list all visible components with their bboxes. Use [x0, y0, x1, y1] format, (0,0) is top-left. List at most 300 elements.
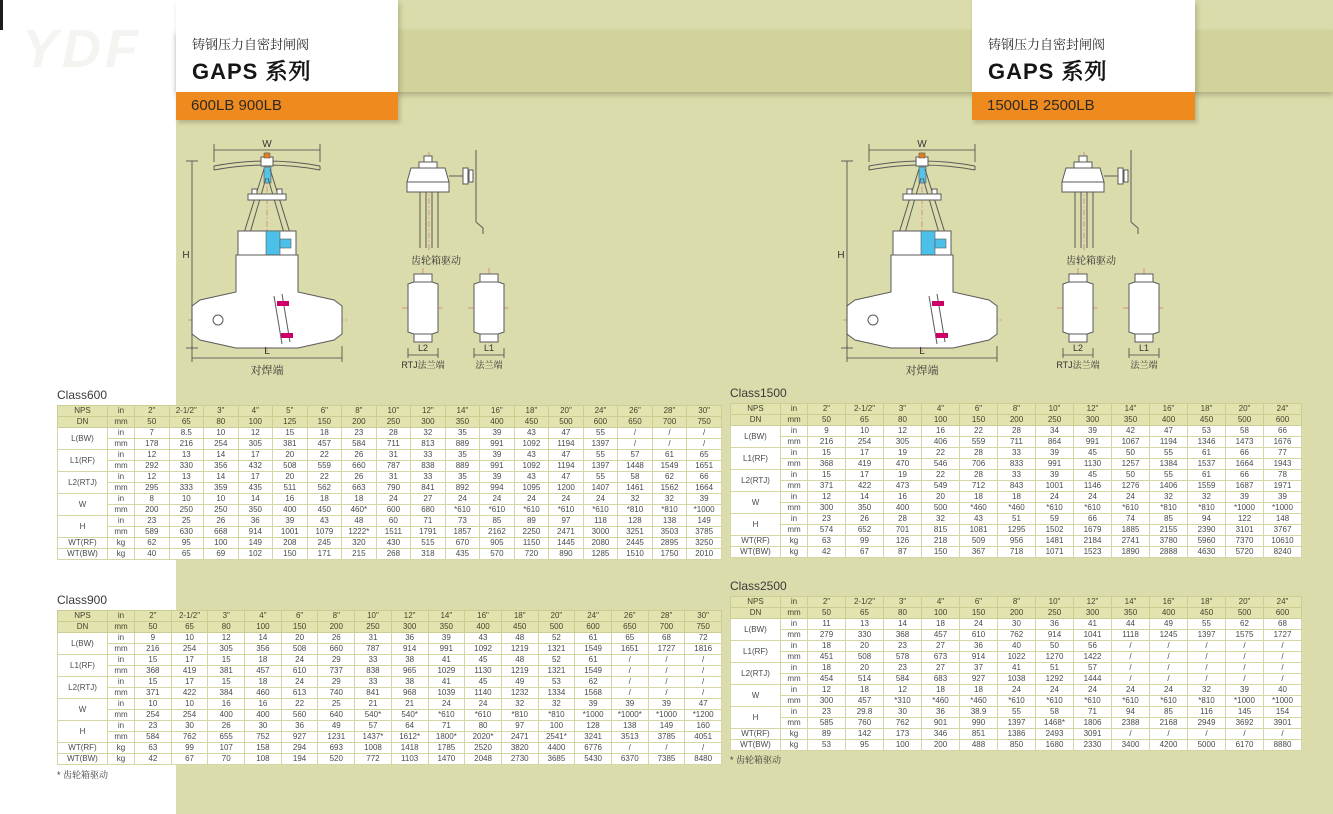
table-cell: 6"	[960, 404, 998, 415]
table-cell: 1067	[1112, 437, 1150, 448]
table-cell: L(BW)	[58, 633, 108, 655]
table-cell: /	[1264, 663, 1302, 674]
table-cell: 1687	[1226, 481, 1264, 492]
table-cell: 1092	[514, 461, 549, 472]
table-cell: 520	[318, 754, 355, 765]
table-cell: 2730	[501, 754, 538, 765]
table-cell: L(BW)	[731, 426, 781, 448]
table-cell: 787	[355, 644, 392, 655]
table-cell: 400	[245, 710, 282, 721]
table-cell: 368	[884, 630, 922, 641]
table-cell: 367	[960, 547, 998, 558]
table-cell: 63	[135, 743, 172, 754]
table-cell: 15	[208, 677, 245, 688]
table-cell: 2-1/2"	[846, 597, 884, 608]
table-cell: 254	[204, 439, 239, 450]
table-cell: 1448	[618, 461, 653, 472]
table-cell: 3785	[687, 527, 722, 538]
table-cell: 318	[411, 549, 446, 560]
table-cell: 65	[611, 633, 648, 644]
table-cell: 122	[1226, 514, 1264, 525]
table-cell: 20	[281, 633, 318, 644]
table-cell: *610	[514, 505, 549, 516]
table-cell: /	[611, 688, 648, 699]
table-cell: 1219	[501, 666, 538, 677]
table-cell: 55	[583, 472, 618, 483]
table-cell: 500	[922, 503, 960, 514]
table-cell: 1549	[652, 461, 687, 472]
table-cell: 1664	[687, 483, 722, 494]
table-cell: /	[687, 439, 722, 450]
table-cell: 12"	[1074, 404, 1112, 415]
table-cell: 1270	[1036, 652, 1074, 663]
table-cell: 560	[281, 710, 318, 721]
table-cell: 28	[998, 426, 1036, 437]
table-cell: 45	[465, 677, 502, 688]
table-cell: 33	[411, 472, 446, 483]
table-cell: 6370	[611, 754, 648, 765]
table-cell: 65	[687, 450, 722, 461]
table-cell: in	[108, 450, 135, 461]
table-cell: 320	[342, 538, 377, 549]
table-cell: 33	[355, 655, 392, 666]
table-cell: /	[1264, 729, 1302, 740]
table-cell: 457	[922, 630, 960, 641]
table-cell: 1194	[549, 461, 584, 472]
table-cell: mm	[781, 630, 808, 641]
header-left-title: GAPS 系列	[192, 59, 312, 84]
table-cell: 451	[808, 652, 846, 663]
table-cell: 4"	[922, 597, 960, 608]
table-cell: 435	[445, 549, 480, 560]
table-cell: 1791	[411, 527, 446, 538]
table-cell: 562	[307, 483, 342, 494]
table-cell: 574	[808, 525, 846, 536]
table-cell: 23	[808, 707, 846, 718]
table-cell: 69	[204, 549, 239, 560]
table-cell: 1118	[1112, 630, 1150, 641]
table-cell: 33	[411, 450, 446, 461]
table-row	[731, 415, 1302, 426]
table-cell: /	[648, 666, 685, 677]
table-cell: mm	[781, 437, 808, 448]
table-cell: *310	[884, 696, 922, 707]
table-cell: 914	[960, 652, 998, 663]
table-cell: 500	[549, 417, 584, 428]
table-row	[731, 630, 1302, 641]
table-cell: 6170	[1226, 740, 1264, 751]
gear-actuator-icon	[407, 150, 483, 248]
table-cell: 65	[846, 415, 884, 426]
table-cell: 268	[376, 549, 411, 560]
table-cell: 994	[480, 483, 515, 494]
table-cell: in	[108, 633, 135, 644]
table-cell: 40	[1264, 685, 1302, 696]
table-cell: 300	[808, 696, 846, 707]
table-cell: 600	[583, 417, 618, 428]
table-cell: 51	[998, 514, 1036, 525]
table-cell: 28	[376, 428, 411, 439]
table-row	[58, 516, 722, 527]
table-cell: 8"	[318, 611, 355, 622]
table-row	[58, 732, 722, 743]
table-cell: 150	[960, 415, 998, 426]
table-cell: 14	[846, 492, 884, 503]
table-cell: 1816	[685, 644, 722, 655]
table-cell: 20	[846, 663, 884, 674]
table-cell: 430	[376, 538, 411, 549]
table-cell: 1039	[428, 688, 465, 699]
table-cell: 3400	[1112, 740, 1150, 751]
table-cell: 71	[428, 721, 465, 732]
table-cell: 100	[922, 415, 960, 426]
table-cell: 9	[808, 426, 846, 437]
table-cell: 15	[808, 448, 846, 459]
table-cell: 19	[884, 470, 922, 481]
table-cell: 1971	[1264, 481, 1302, 492]
table-cell: 62	[1226, 619, 1264, 630]
table-cell: 1537	[1188, 459, 1226, 470]
table-cell: H	[731, 514, 781, 536]
table-row	[58, 611, 722, 622]
table-row	[731, 718, 1302, 729]
table-cell: 1194	[1150, 437, 1188, 448]
table-cell: 14"	[1112, 597, 1150, 608]
table-cell: 36	[922, 707, 960, 718]
table-row	[731, 652, 1302, 663]
class1500-table	[730, 403, 1302, 558]
table-cell: 450	[501, 622, 538, 633]
table-cell: 968	[391, 688, 428, 699]
table-cell: L(BW)	[58, 428, 108, 450]
table-cell: 2"	[808, 404, 846, 415]
class600-section	[57, 388, 722, 560]
table-cell: 23	[884, 641, 922, 652]
table-cell: 1461	[618, 483, 653, 494]
table-cell: 178	[135, 439, 170, 450]
table-cell: 294	[281, 743, 318, 754]
table-cell: 99	[846, 536, 884, 547]
table-cell: /	[1150, 652, 1188, 663]
table-cell: 85	[480, 516, 515, 527]
table-cell: 24"	[1264, 404, 1302, 415]
table-cell: 2080	[583, 538, 618, 549]
table-cell: 1857	[445, 527, 480, 538]
table-cell: in	[781, 641, 808, 652]
table-cell: 36	[281, 721, 318, 732]
table-cell: 356	[204, 461, 239, 472]
table-cell: *1000	[1264, 503, 1302, 514]
table-cell: 16	[884, 492, 922, 503]
valve-drawing-left	[178, 136, 538, 386]
table-cell: 7385	[648, 754, 685, 765]
table-cell: 660	[342, 461, 377, 472]
table-cell: 13	[169, 450, 204, 461]
table-cell: 58	[1226, 426, 1264, 437]
table-cell: 65	[169, 417, 204, 428]
dim-l1-label: L1	[483, 343, 495, 353]
table-cell: 60	[376, 516, 411, 527]
table-cell: 1523	[1074, 547, 1112, 558]
table-cell: in	[108, 428, 135, 439]
table-cell: 39	[1036, 470, 1074, 481]
table-cell: 12	[808, 492, 846, 503]
table-cell: 2493	[1036, 729, 1074, 740]
dim-w-label: W	[262, 139, 272, 150]
table-cell: 68	[1264, 619, 1302, 630]
table-cell: 15	[273, 428, 308, 439]
table-cell: 22	[281, 699, 318, 710]
table-cell: 15	[135, 677, 172, 688]
table-cell: mm	[781, 608, 808, 619]
table-row	[731, 663, 1302, 674]
table-cell: 17	[846, 448, 884, 459]
table-cell: 100	[238, 417, 273, 428]
table-row	[58, 721, 722, 732]
table-cell: 1397	[583, 461, 618, 472]
table-cell: 589	[135, 527, 170, 538]
table-cell: 24	[514, 494, 549, 505]
table-cell: in	[781, 448, 808, 459]
table-cell: *610	[1036, 696, 1074, 707]
table-cell: 1568	[575, 688, 612, 699]
table-cell: 460	[245, 688, 282, 699]
table-cell: WT(RF)	[58, 538, 108, 549]
table-cell: 1943	[1264, 459, 1302, 470]
table-cell: 200	[318, 622, 355, 633]
table-row	[731, 481, 1302, 492]
table-cell: 965	[391, 666, 428, 677]
table-cell: /	[648, 655, 685, 666]
table-cell: 194	[281, 754, 318, 765]
table-cell: 150	[307, 417, 342, 428]
table-row	[58, 472, 722, 483]
table-cell: 2184	[1074, 536, 1112, 547]
table-cell: 450	[1188, 415, 1226, 426]
table-cell: 4"	[245, 611, 282, 622]
table-cell: /	[1188, 641, 1226, 652]
table-cell: 1468*	[1036, 718, 1074, 729]
table-cell: *460	[960, 503, 998, 514]
footnote-left: * 齿轮箱驱动	[57, 770, 109, 780]
table-cell: 3"	[884, 597, 922, 608]
table-cell: 2020*	[465, 732, 502, 743]
table-cell: 55	[583, 450, 618, 461]
table-cell: 26"	[618, 406, 653, 417]
table-cell: *810	[501, 710, 538, 721]
table-cell: 62	[135, 538, 170, 549]
table-cell: 18	[342, 494, 377, 505]
table-cell: 17	[846, 470, 884, 481]
table-cell: 457	[846, 696, 884, 707]
table-cell: 1890	[1112, 547, 1150, 558]
table-cell: 18	[998, 492, 1036, 503]
table-cell: 30"	[687, 406, 722, 417]
table-cell: 12"	[1074, 597, 1112, 608]
class600-table	[57, 405, 722, 560]
table-cell: 4051	[685, 732, 722, 743]
table-cell: /	[1226, 652, 1264, 663]
table-cell: /	[648, 677, 685, 688]
table-cell: 1549	[575, 666, 612, 677]
table-cell: 330	[846, 630, 884, 641]
table-cell: 1001	[1036, 481, 1074, 492]
table-cell: 10"	[376, 406, 411, 417]
table-cell: 100	[538, 721, 575, 732]
table-cell: 1800*	[428, 732, 465, 743]
table-cell: /	[611, 743, 648, 754]
table-cell: 10"	[355, 611, 392, 622]
table-cell: 31	[376, 472, 411, 483]
table-cell: 12	[808, 685, 846, 696]
table-cell: 64	[391, 721, 428, 732]
table-cell: 26	[204, 516, 239, 527]
table-cell: 47	[685, 699, 722, 710]
table-cell: 300	[391, 622, 428, 633]
table-cell: 50	[1112, 470, 1150, 481]
table-cell: 108	[245, 754, 282, 765]
table-cell: 1285	[583, 549, 618, 560]
table-cell: NPS	[58, 406, 108, 417]
table-cell: 752	[245, 732, 282, 743]
table-cell: 419	[846, 459, 884, 470]
table-cell: 5720	[1226, 547, 1264, 558]
dim-l-label: L	[264, 346, 270, 357]
table-cell: 18	[922, 685, 960, 696]
table-cell: 610	[960, 630, 998, 641]
table-cell: mm	[108, 688, 135, 699]
dim-l2-label: L2	[417, 343, 429, 353]
table-cell: 419	[171, 666, 208, 677]
table-cell: 18	[245, 655, 282, 666]
table-cell: 43	[514, 428, 549, 439]
table-cell: L1(RF)	[58, 655, 108, 677]
table-cell: 1679	[1074, 525, 1112, 536]
table-cell: 762	[171, 732, 208, 743]
table-cell: 12	[208, 633, 245, 644]
table-cell: 640	[318, 710, 355, 721]
table-cell: 549	[922, 481, 960, 492]
table-cell: 126	[884, 536, 922, 547]
table-cell: 17	[238, 450, 273, 461]
table-cell: 85	[1150, 514, 1188, 525]
rtj-flange-label: RTJ法兰端	[401, 360, 445, 370]
table-cell: 39	[273, 516, 308, 527]
table-cell: 80	[884, 415, 922, 426]
table-cell: mm	[781, 525, 808, 536]
table-cell: 1422	[1074, 652, 1112, 663]
table-cell: in	[781, 663, 808, 674]
table-row	[731, 525, 1302, 536]
brand-watermark: YDF	[22, 19, 142, 79]
table-cell: 50	[1112, 448, 1150, 459]
table-cell: 58	[1036, 707, 1074, 718]
table-cell: /	[1226, 641, 1264, 652]
table-cell: *610	[465, 710, 502, 721]
table-cell: 3"	[204, 406, 239, 417]
table-cell: 460*	[342, 505, 377, 516]
table-cell: 138	[652, 516, 687, 527]
table-cell: 254	[171, 710, 208, 721]
table-cell: 762	[998, 630, 1036, 641]
table-cell: *610	[1112, 503, 1150, 514]
table-cell: 55	[1188, 619, 1226, 630]
table-cell: 400	[208, 710, 245, 721]
table-cell: /	[652, 428, 687, 439]
table-cell: 368	[808, 459, 846, 470]
flange-label: 法兰端	[1130, 360, 1158, 370]
table-cell: 24	[1036, 492, 1074, 503]
table-cell: 35	[445, 472, 480, 483]
table-cell: 3503	[652, 527, 687, 538]
table-cell: 58	[618, 472, 653, 483]
table-cell: 3241	[575, 732, 612, 743]
table-cell: 889	[445, 461, 480, 472]
table-cell: 100	[922, 608, 960, 619]
table-cell: *610	[428, 710, 465, 721]
table-cell: *810	[1188, 503, 1226, 514]
table-cell: 2162	[480, 527, 515, 538]
table-cell: 508	[846, 652, 884, 663]
table-cell: 30	[884, 707, 922, 718]
table-cell: *460	[960, 696, 998, 707]
table-cell: 305	[884, 437, 922, 448]
table-cell: 1146	[1074, 481, 1112, 492]
table-cell: 94	[1112, 707, 1150, 718]
table-cell: *1200	[685, 710, 722, 721]
table-cell: 991	[1074, 437, 1112, 448]
table-cell: kg	[108, 754, 135, 765]
table-cell: 8480	[685, 754, 722, 765]
class900-section	[57, 593, 722, 765]
table-cell: 1481	[1036, 536, 1074, 547]
table-cell: WT(RF)	[731, 536, 781, 547]
table-row	[731, 448, 1302, 459]
table-cell: 18"	[501, 611, 538, 622]
table-cell: 400	[884, 503, 922, 514]
table-cell: mm	[108, 732, 135, 743]
class900-title: Class900	[57, 593, 108, 607]
table-cell: 914	[1036, 630, 1074, 641]
table-cell: 78	[1264, 470, 1302, 481]
table-cell: 67	[846, 547, 884, 558]
table-row	[58, 527, 722, 538]
table-cell: 18	[307, 494, 342, 505]
table-cell: 31	[355, 633, 392, 644]
table-cell: 450	[1188, 608, 1226, 619]
table-cell: 1473	[1226, 437, 1264, 448]
table-cell: 652	[846, 525, 884, 536]
table-cell: 1022	[998, 652, 1036, 663]
table-cell: 838	[411, 461, 446, 472]
table-cell: 28"	[652, 406, 687, 417]
table-cell: 66	[687, 472, 722, 483]
table-cell: 7370	[1226, 536, 1264, 547]
table-cell: 890	[549, 549, 584, 560]
table-cell: 19	[884, 448, 922, 459]
table-cell: *1000*	[611, 710, 648, 721]
table-cell: 2895	[652, 538, 687, 549]
table-cell: 843	[998, 481, 1036, 492]
table-cell: in	[781, 426, 808, 437]
table-cell: 600	[376, 505, 411, 516]
table-cell: 39	[687, 494, 722, 505]
table-cell: L2(RTJ)	[58, 472, 108, 494]
table-cell: 5"	[273, 406, 308, 417]
table-cell: 24"	[575, 611, 612, 622]
table-cell: 24	[1150, 685, 1188, 696]
header-right-title: GAPS 系列	[988, 59, 1108, 84]
